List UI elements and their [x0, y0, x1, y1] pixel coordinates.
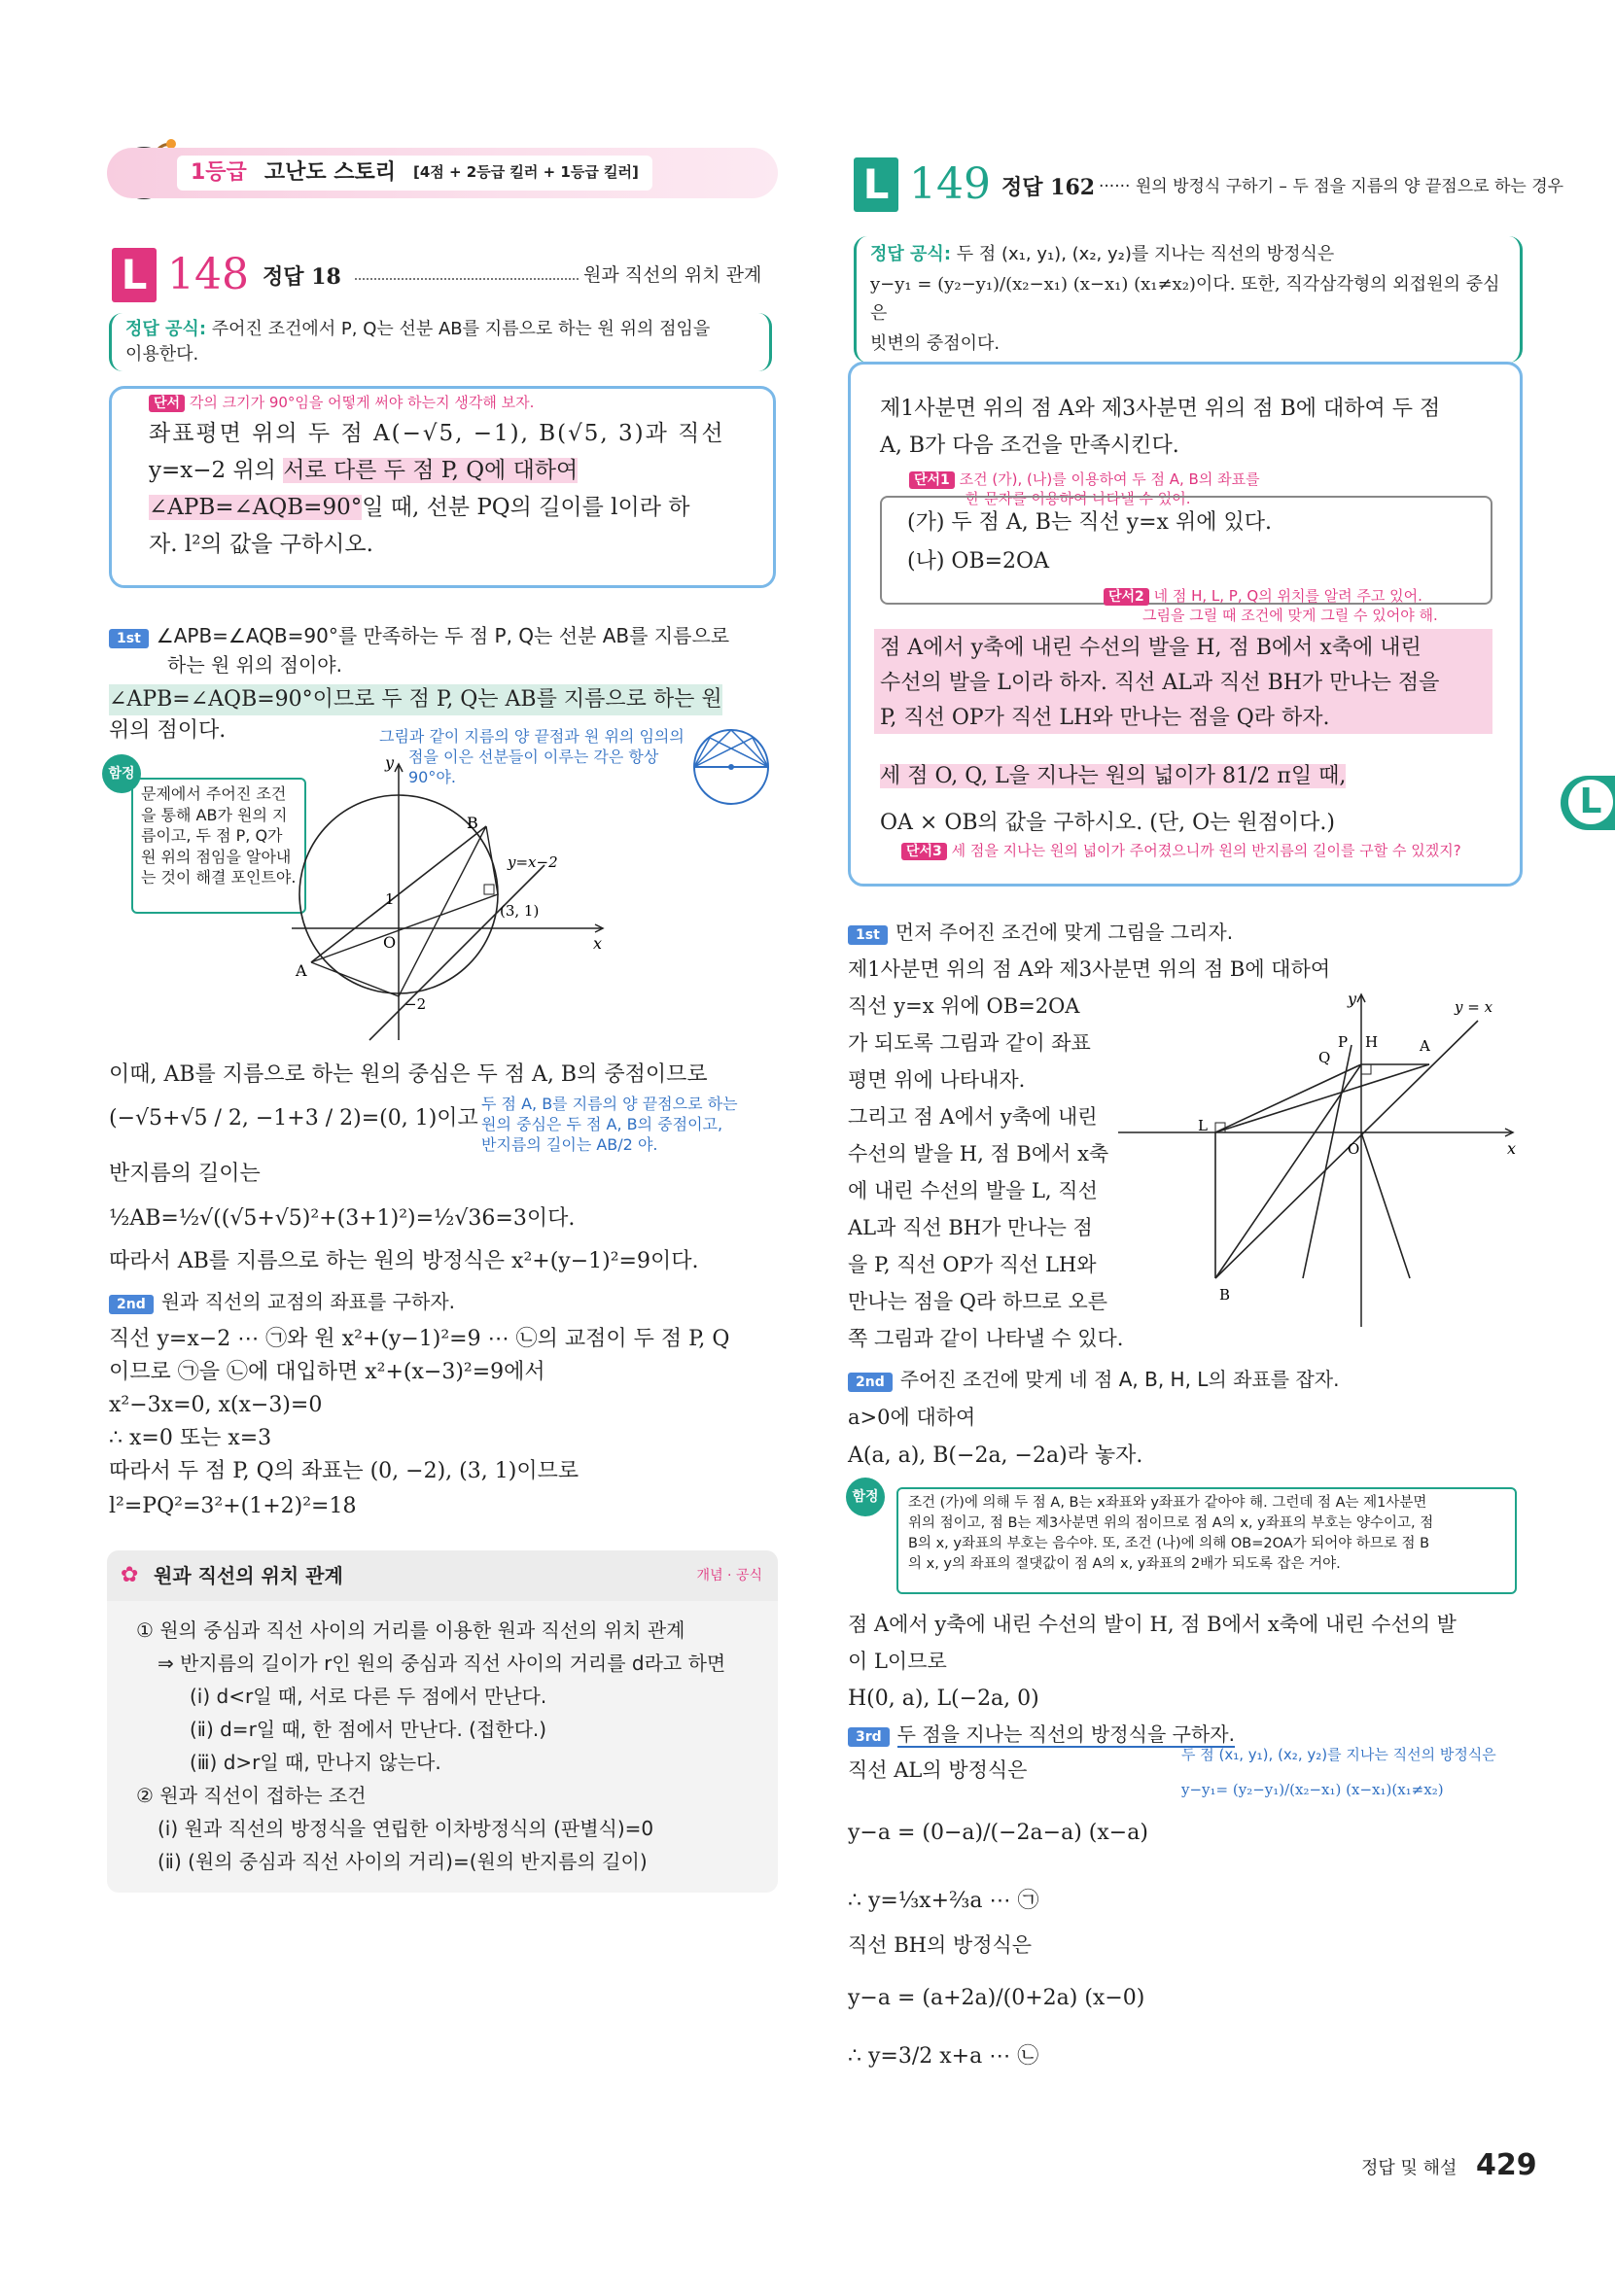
fig149-h: H: [1365, 1033, 1379, 1051]
concept-l2: ⇒ 반지름의 길이가 r인 원의 중심과 직선 사이의 거리를 d라고 하면: [158, 1652, 726, 1675]
m3: ∴ y=⅓x+⅔a ⋯ ㉠: [848, 1889, 1039, 1913]
note-circle-figure: [688, 724, 774, 810]
q149-1: 제1사분면 위의 점 A와 제3사분면 위의 점 B에 대하여 두 점: [880, 397, 1441, 421]
problem-149-badge: L: [854, 157, 898, 212]
h1-text: 조건 (가), (나)를 이용하여 두 점 A, B의 좌표를: [959, 470, 1260, 488]
banner-grade: 1등급: [191, 160, 247, 186]
e2: 직선 y=x 위에 OB=2OA: [848, 994, 1080, 1018]
k2: 이 L이므로: [848, 1650, 947, 1673]
problem-148-badge: L: [112, 248, 157, 302]
concept-header: [107, 1550, 778, 1601]
hj-line: 문제에서 주어진 조건: [141, 784, 287, 803]
q149-7: OA × OB의 값을 구하시오. (단, O는 원점이다.): [880, 811, 1335, 835]
problem-148-box: [109, 386, 776, 588]
s1-text-d: 위의 점이다.: [109, 718, 227, 743]
side-tab-label: L: [1568, 780, 1613, 824]
note-1-a: 그림과 같이 지름의 양 끝점과 원 위의 임의의: [379, 727, 685, 746]
formula-text: 주어진 조건에서 P, Q는 선분 AB를 지름으로 하는 원 위의 점임을: [211, 319, 711, 339]
k3: H(0, a), L(−2a, 0): [848, 1687, 1039, 1711]
note-1-b: 점을 이은 선분들이 이루는 각은 항상: [408, 747, 659, 766]
h2-text: 네 점 H, L, P, Q의 위치를 알려 주고 있어.: [1153, 587, 1422, 605]
step-3rd-149: 3rd: [848, 1727, 890, 1747]
fig149-yx: y = x: [1455, 998, 1493, 1016]
fig148-pt: (3, 1): [500, 902, 540, 920]
g2: A(a, a), B(−2a, −2a)라 놓자.: [848, 1444, 1143, 1468]
h1-text-b: 한 문자를 이용하여 나타낼 수 있어.: [965, 490, 1191, 507]
m5: y−a = (a+2a)/(0+2a) (x−0): [848, 1986, 1145, 2010]
c3: 반지름의 길이는: [109, 1162, 261, 1186]
problem-148-number: 148: [167, 250, 249, 299]
q148-line3b: 일 때, 선분 PQ의 길이를 l이라 하: [362, 495, 690, 520]
hj-line: 름이고, 두 점 P, Q가: [141, 826, 283, 846]
hamjeong-box-149: [896, 1487, 1517, 1594]
hj149-line: 위의 점이고, 점 B는 제3사분면 위의 점이므로 점 A의 x, y좌표의 부호는 양수이고, 점: [908, 1515, 1434, 1532]
e1: 제1사분면 위의 점 A와 제3사분면 위의 점 B에 대하여: [848, 957, 1331, 981]
fig149-o: O: [1348, 1140, 1360, 1158]
hamjeong-badge-149: 함정: [846, 1478, 885, 1516]
flower-icon: ✿: [121, 1563, 139, 1587]
fig148-y: y: [385, 758, 395, 772]
banner-title: 고난도 스토리: [263, 160, 396, 186]
problem-148-topic: 원과 직선의 위치 관계: [583, 264, 762, 286]
problem-149-number: 149: [909, 159, 991, 209]
concept-l3: (ⅰ) d<r일 때, 서로 다른 두 점에서 만난다.: [190, 1685, 547, 1708]
fig148-1: 1: [385, 890, 395, 908]
d6: l²=PQ²=3²+(1+2)²=18: [109, 1494, 357, 1518]
fig148-o: O: [383, 933, 397, 952]
c4: ½AB=½√((√5+√5)²+(3+1)²)=½√36=3이다.: [109, 1206, 576, 1231]
leader-dots: [355, 278, 579, 280]
q149-4: 수선의 발을 L이라 하자. 직선 AL과 직선 BH가 만나는 점을: [880, 671, 1440, 695]
step-2nd: 2nd: [109, 1295, 154, 1314]
banner-tags: [4점 + 2등급 킬러 + 1등급 킬러]: [412, 163, 639, 182]
fig148-x: x: [593, 934, 603, 953]
hint-tag: 단서: [149, 395, 185, 412]
m6: ∴ y=3/2 x+a ⋯ ㉡: [848, 2044, 1039, 2069]
hj149-line: 의 x, y의 좌표의 절댓값이 점 A의 x, y좌표의 2배가 되도록 잡은 거야.: [908, 1556, 1341, 1573]
problem-149-box: [848, 362, 1523, 887]
e3: 가 되도록 그림과 같이 좌표: [848, 1031, 1091, 1055]
q149-6: 세 점 O, Q, L을 지나는 원의 넓이가 81/2 π일 때,: [880, 764, 1347, 788]
d1: 직선 y=x−2 ⋯ ㉠와 원 x²+(y−1)²=9 ⋯ ㉡의 교점이 두 점 P, Q: [109, 1327, 730, 1351]
formula-label: 정답 공식:: [125, 319, 207, 339]
h3-tag: 단서3: [901, 843, 947, 860]
q149-5: P, 직선 OP가 직선 LH와 만나는 점을 Q라 하자.: [880, 706, 1330, 730]
level-banner: [107, 148, 778, 198]
note-2: [481, 1095, 738, 1155]
cond-b: (나) OB=2OA: [907, 549, 1049, 574]
fig148-line: y=x−2: [508, 853, 558, 871]
line-y-eq-x: [1215, 1021, 1478, 1278]
line-extra: [1361, 1132, 1410, 1278]
c5: 따라서 AB를 지름으로 하는 원의 방정식은 x²+(y−1)²=9이다.: [109, 1249, 699, 1273]
concept-l7: (ⅰ) 원과 직선의 방정식을 연립한 이차방정식의 (판별식)=0: [158, 1817, 654, 1840]
step-2nd-149: 2nd: [848, 1373, 893, 1392]
q148-line2b: 서로 다른 두 점 P, Q에 대하여: [283, 458, 579, 483]
hj-line: 원 위의 점임을 알아내: [141, 847, 292, 866]
right-angle-h: [1361, 1064, 1371, 1074]
concept-l8: (ⅱ) (원의 중심과 직선 사이의 거리)=(원의 반지름의 길이): [158, 1850, 648, 1873]
e5: 그리고 점 A에서 y축에 내린: [848, 1105, 1098, 1129]
s2-149: 주어진 조건에 맞게 네 점 A, B, H, L의 좌표를 잡자.: [899, 1368, 1340, 1391]
e10: 만나는 점을 Q라 하므로 오른: [848, 1290, 1108, 1313]
fig149-a: A: [1420, 1037, 1430, 1055]
formula-text-2: 이용한다.: [125, 344, 199, 365]
concept-l4: (ⅱ) d=r일 때, 한 점에서 만난다. (접한다.): [190, 1718, 547, 1741]
hint-text: 각의 크기가 90°임을 어떻게 써야 하는지 생각해 보자.: [189, 394, 535, 411]
e9: 을 P, 직선 OP가 직선 LH와: [848, 1253, 1097, 1276]
h1-tag: 단서1: [909, 471, 955, 489]
figure-149: [1118, 987, 1527, 1337]
formula-box-149: [854, 236, 1523, 363]
fig149-l: L: [1198, 1117, 1208, 1134]
note-3b: y−y₁= (y₂−y₁)/(x₂−x₁) (x−x₁)(x₁≠x₂): [1181, 1781, 1444, 1798]
q148-line4: 자. l²의 값을 구하시오.: [149, 532, 373, 557]
note-3: 두 점 (x₁, y₁), (x₂, y₂)를 지나는 직선의 방정식은: [1181, 1746, 1496, 1763]
hamjeong-badge-148: 함정: [102, 754, 141, 793]
formula-box: [109, 313, 772, 371]
problem-149-answer: 정답 162: [1001, 175, 1096, 200]
m2: y−a = (0−a)/(−2a−a) (x−a): [848, 1821, 1148, 1845]
h3-text: 세 점을 지나는 원의 넓이가 주어졌으니까 원의 반지름의 길이를 구할 수 있겠지?: [951, 842, 1461, 859]
d5: 따라서 두 점 P, Q의 좌표는 (0, −2), (3, 1)이므로: [109, 1459, 579, 1483]
s1-text: ∠APB=∠AQB=90°를 만족하는 두 점 P, Q는 선분 AB를 지름으로: [156, 624, 730, 647]
hj-line: 을 통해 AB가 원의 지: [141, 805, 288, 824]
m1: 직선 AL의 방정식은: [848, 1758, 1028, 1782]
d2: 이므로 ㉠을 ㉡에 대입하면 x²+(x−3)²=9에서: [109, 1360, 545, 1384]
problem-148-answer: 정답 18: [263, 264, 341, 290]
fig148-a: A: [296, 961, 307, 980]
problem-149-topic: ······ 원의 방정식 구하기 – 두 점을 지름의 양 끝점으로 하는 경우: [1099, 177, 1564, 196]
q149-3: 점 A에서 y축에 내린 수선의 발을 H, 점 B에서 x축에 내린: [880, 636, 1422, 660]
fig149-q: Q: [1318, 1049, 1331, 1066]
k1: 점 A에서 y축에 내린 수선의 발이 H, 점 B에서 x축에 내린 수선의 발: [848, 1613, 1457, 1636]
cond-a: (가) 두 점 A, B는 직선 y=x 위에 있다.: [907, 510, 1272, 535]
fig148-b: B: [467, 814, 478, 832]
note-2-c: 반지름의 길이는 AB/2 야.: [481, 1134, 658, 1154]
concept-tag: 개념 · 공식: [696, 1568, 762, 1583]
hamjeong-box-148: [131, 778, 306, 914]
s1-text-c: ∠APB=∠AQB=90°이므로 두 점 P, Q는 AB를 지름으로 하는 원: [109, 684, 722, 715]
h2-text-b: 그림을 그릴 때 조건에 맞게 그릴 수 있어야 해.: [1142, 607, 1438, 624]
q148-line1: 좌표평면 위의 두 점 A(−√5, −1), B(√5, 3)과 직선: [149, 421, 725, 446]
s1-text-b: 하는 원 위의 점이야.: [167, 653, 342, 677]
s1-149: 먼저 주어진 조건에 맞게 그림을 그리자.: [895, 921, 1234, 944]
s3-149: 두 점을 지나는 직선의 방정식을 구하자.: [896, 1722, 1235, 1746]
footer-label: 정답 및 해설: [1361, 2158, 1457, 2178]
step-1st-149: 1st: [848, 925, 888, 945]
e6: 수선의 발을 H, 점 B에서 x축: [848, 1142, 1109, 1165]
fig148-m2: −2: [404, 995, 427, 1013]
hj-line: 는 것이 해결 포인트야.: [141, 868, 297, 887]
right-angle-mark: [484, 885, 494, 894]
concept-l6: ② 원과 직선이 접하는 조건: [136, 1784, 367, 1807]
fig149-y: y: [1348, 990, 1357, 1008]
c2: (−√5+√5 / 2, −1+3 / 2)=(0, 1)이고: [109, 1106, 478, 1131]
concept-l5: (ⅲ) d>r일 때, 만나지 않는다.: [190, 1751, 441, 1774]
s2-text: 원과 직선의 교점의 좌표를 구하자.: [160, 1290, 456, 1313]
c1: 이때, AB를 지름으로 하는 원의 중심은 두 점 A, B의 중점이므로: [109, 1062, 708, 1087]
note-1-c: 90°야.: [408, 767, 456, 786]
e7: 에 내린 수선의 발을 L, 직선: [848, 1179, 1098, 1202]
line-bh: [1215, 1064, 1361, 1278]
step-1st: 1st: [109, 629, 149, 648]
fig149-x: x: [1507, 1139, 1517, 1158]
concept-l1: ① 원의 중심과 직선 사이의 거리를 이용한 원과 직선의 위치 관계: [136, 1618, 685, 1642]
d3: x²−3x=0, x(x−3)=0: [109, 1393, 323, 1417]
note-2-a: 두 점 A, B를 지름의 양 끝점으로 하는: [481, 1095, 738, 1113]
note-2-b: 원의 중심은 두 점 A, B의 중점이고,: [481, 1114, 723, 1133]
e8: AL과 직선 BH가 만나는 점: [848, 1216, 1093, 1239]
q148-line3a: ∠APB=∠AQB=90°: [149, 495, 363, 520]
line-y-eq-x-minus-2: [369, 865, 544, 1040]
e11: 쪽 그림과 같이 나타낼 수 있다.: [848, 1327, 1124, 1350]
side-tab-l: [1561, 776, 1615, 830]
f149-2: y−y₁ = (y₂−y₁)/(x₂−x₁) (x−x₁) (x₁≠x₂)이다. 또한, 직각삼각형의 외접원의 중심은: [870, 273, 1500, 325]
q148-line2a: y=x−2 위의: [149, 458, 284, 483]
line-lh: [1215, 1064, 1361, 1132]
figure-148: [292, 758, 613, 1050]
g1: a>0에 대하여: [848, 1406, 976, 1429]
f149-label: 정답 공식:: [870, 244, 952, 264]
page-number: 429: [1476, 2148, 1537, 2182]
triangle-lines: [311, 826, 498, 996]
f149-1: 두 점 (x₁, y₁), (x₂, y₂)를 지나는 직선의 방정식은: [956, 244, 1335, 264]
m4: 직선 BH의 방정식은: [848, 1933, 1033, 1957]
q149-2: A, B가 다음 조건을 만족시킨다.: [880, 434, 1179, 458]
fig149-p: P: [1338, 1033, 1349, 1051]
d4: ∴ x=0 또는 x=3: [109, 1426, 272, 1450]
hj149-line: B의 x, y좌표의 부호는 음수야. 또, 조건 (나)에 의해 OB=2OA가 되어야 하므로 점 B: [908, 1536, 1430, 1552]
h2-tag: 단서2: [1104, 588, 1149, 606]
concept-box: [107, 1550, 778, 1893]
e4: 평면 위에 나타내자.: [848, 1068, 1026, 1092]
hj149-line: 조건 (가)에 의해 두 점 A, B는 x좌표와 y좌표가 같아야 해. 그런데 점 A는 제1사분면: [908, 1495, 1427, 1511]
fig149-b: B: [1219, 1286, 1231, 1304]
concept-title: 원과 직선의 위치 관계: [154, 1564, 343, 1587]
f149-3: 빗변의 중점이다.: [870, 332, 1001, 354]
